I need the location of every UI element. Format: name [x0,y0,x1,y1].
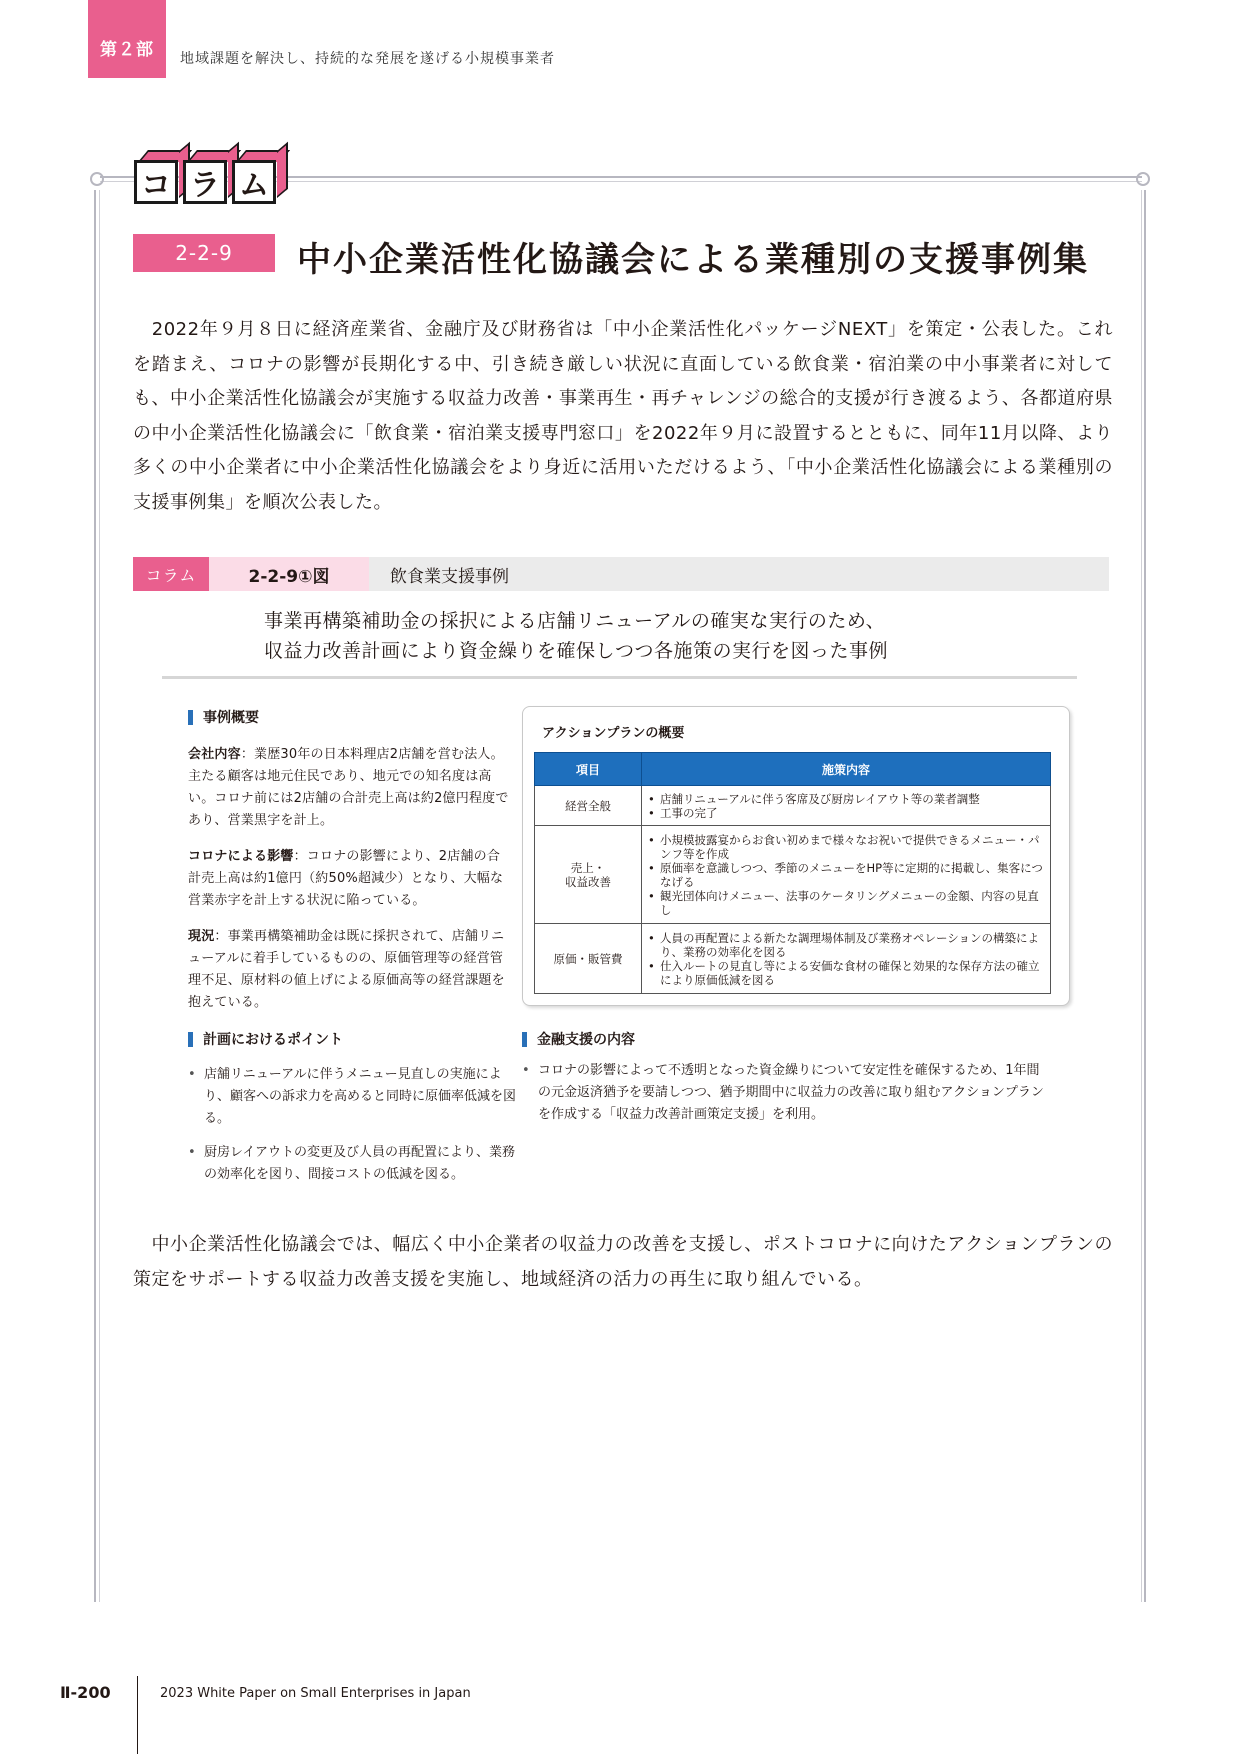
table-cell-measures [642,826,1051,924]
table-row [535,826,1051,924]
action-plan-col-measures: 施策内容 [642,753,1051,786]
case-current-text: ：事業再構築補助金は既に採択されて、店舗リニューアルに着手しているものの、原価管理等の経営管理不足、原材料の値上げによる原価高等の経営課題を抱えている。 [188,929,505,1010]
column-cube-ko: コ [134,160,178,204]
publication-title: 2023 White Paper on Small Enterprises in Japan [160,1686,471,1701]
case-company [188,744,510,832]
figure-name: 飲食業支援事例 [390,566,509,587]
case-overview-heading [188,707,259,727]
plan-points-heading [188,1029,343,1049]
case-current-label: 現況 [188,929,215,944]
intro-paragraph [133,313,1113,520]
action-plan-col-item: 項目 [535,753,642,786]
list-item: • 店舗リニューアルに伴うメニュー見直しの実施により、顧客への訴求力を高めると同時に原価率低減を図る。 [186,1064,516,1130]
figure-subtitle [264,606,888,666]
case-covid [188,846,510,912]
frame-corner-right-ornament [1136,172,1150,186]
action-plan-table [534,752,1051,994]
frame-left-border [94,190,96,1602]
figure-divider [162,676,1077,679]
frame-corner-left-ornament [90,172,104,186]
table-cell-item: 売上・ 収益改善 [535,826,642,924]
column-cube-mu: ム [232,160,276,204]
table-cell-item: 経営全般 [535,786,642,826]
action-plan-title: アクションプランの概要 [542,726,685,741]
list-item: • 厨房レイアウトの変更及び人員の再配置により、業務の効率化を図り、間接コストの低減を図る。 [186,1142,516,1186]
section-title: 中小企業活性化協議会による業種別の支援事例集 [297,240,1089,280]
table-cell-measures [642,786,1051,826]
page-number: Ⅱ-200 [60,1683,111,1702]
column-cube-ra: ラ [183,160,227,204]
figure-column-label: コラム [133,557,209,591]
frame-right-border [1144,190,1146,1602]
case-current [188,926,510,1014]
table-row [535,786,1051,826]
plan-points-list [186,1064,516,1198]
intro-paragraph-text: 2022年９月８日に経済産業省、金融庁及び財務省は「中小企業活性化パッケージNEXT」を策定・公表した。これを踏まえ、コロナの影響が長期化する中、引き続き厳しい状況に直面している飲食業・宿泊業の中小事業者に対しても、中小企業活性化協議会が実施する収益力改善・事業再生・再チャレンジの総合的支援が行き渡るよう、各都道府県の中小企業活性化協議会に「飲食業・宿泊業支援専門窓口」を2022年９月に設置するとともに、同年11月以降、より多くの中小企業者に中小企業活性化協議会をより身近に活用いただけるよう、「中小企業活性化協議会による業種別の支援事例集」を順次公表した。 [133,319,1114,513]
heading-bar [188,1032,193,1047]
cube-side-face [277,142,288,198]
frame-left-inner-border [99,190,100,1602]
figure-subtitle-line1: 事業再構築補助金の採択による店舗リニューアルの確実な実行のため、 [264,610,886,632]
measure-item: • 小規模披露宴からお食い初めまで様々なお祝いで提供できるメニュー・パンフ等を作成 [646,833,1046,861]
closing-paragraph [133,1228,1113,1297]
footer-divider [137,1676,138,1754]
case-overview-heading-text: 事例概要 [203,710,259,726]
figure-subtitle-line2: 収益力改善計画により資金繰りを確保しつつ各施策の実行を図った事例 [264,640,889,662]
heading-bar [188,710,193,725]
case-covid-text: ：コロナの影響により、2店舗の合計売上高は約1億円（約50%超減少）となり、大幅な営業赤字を計上する状況に陥っている。 [188,849,504,908]
measure-item: • 工事の完了 [646,806,1046,820]
measure-item: • 原価率を意識しつつ、季節のメニューをHP等に定期的に掲載し、集客につなげる [646,861,1046,889]
figure-number: 2-2-9①図 [209,557,369,591]
measure-item: • 店舗リニューアルに伴う客席及び厨房レイアウト等の業者調整 [646,792,1046,806]
part-label: 第２部 [88,0,166,78]
section-number-badge: 2-2-9 [133,234,275,272]
plan-points-heading-text: 計画におけるポイント [203,1032,343,1048]
table-cell-item: 原価・販管費 [535,924,642,994]
list-item: • コロナの影響によって不透明となった資金繰りについて安定性を確保するため、1年間の元金返済猶予を要請しつつ、猶予期間中に収益力の改善に取り組むアクションプランを作成する「収益力改善計画策定支援」を利用。 [520,1060,1050,1126]
measure-item: • 仕入ルートの見直し等による安価な食材の確保と効果的な保存方法の確立により原価低減を図る [646,959,1046,987]
heading-bar [522,1032,527,1047]
financial-support-heading [522,1029,635,1049]
table-row [535,924,1051,994]
closing-paragraph-text: 中小企業活性化協議会では、幅広く中小企業者の収益力の改善を支援し、ポストコロナに向けたアクションプランの策定をサポートする収益力改善支援を実施し、地域経済の活力の再生に取り組んでいる。 [133,1234,1114,1290]
measure-item: • 人員の再配置による新たな調理場体制及び業務オペレーションの構築により、業務の効率化を図る [646,931,1046,959]
part-title: 地域課題を解決し、持続的な発展を遂げる小規模事業者 [180,51,555,67]
case-company-text: ：業歴30年の日本料理店2店舗を営む法人。主たる顧客は地元住民であり、地元での知名度は高い。コロナ前には2店舗の合計売上高は約2億円程度であり、営業黒字を計上。 [188,747,509,828]
financial-support-list [520,1060,1050,1138]
frame-right-inner-border [1141,190,1142,1602]
case-covid-label: コロナによる影響 [188,849,294,864]
case-company-label: 会社内容 [188,747,241,762]
table-cell-measures [642,924,1051,994]
measure-item: • 観光団体向けメニュー、法事のケータリングメニューの金額、内容の見直し [646,889,1046,917]
financial-support-heading-text: 金融支援の内容 [537,1032,635,1048]
